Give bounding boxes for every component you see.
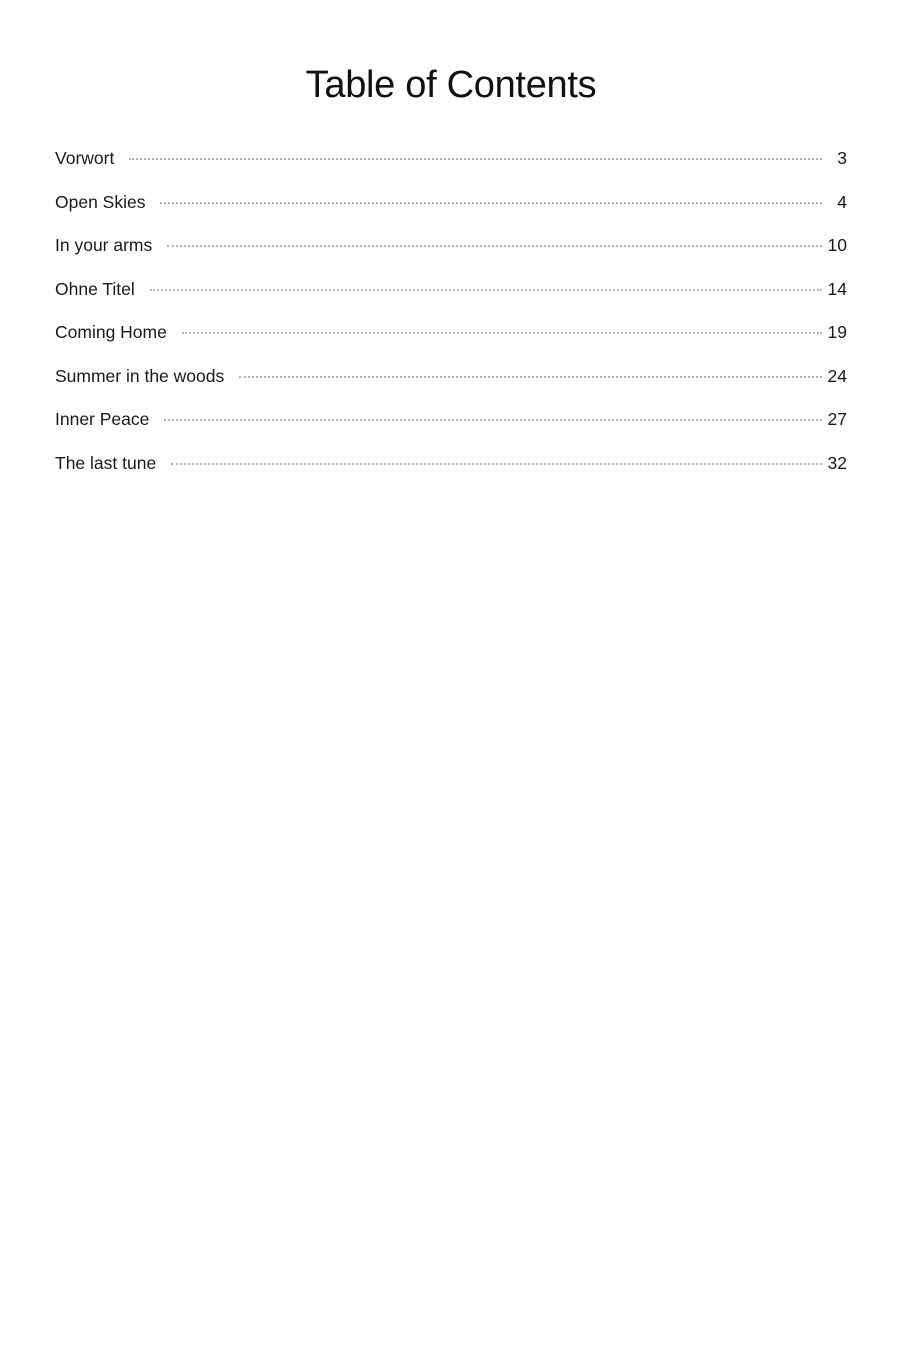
dot-leader bbox=[167, 245, 822, 247]
toc-entry-label: Vorwort bbox=[55, 148, 115, 168]
toc-entry-ohne-titel[interactable] bbox=[55, 276, 847, 320]
dot-leader bbox=[160, 202, 822, 204]
toc-page-number: 27 bbox=[827, 409, 847, 429]
toc-entry-label: Inner Peace bbox=[55, 409, 150, 429]
dot-leader bbox=[129, 158, 822, 160]
toc-page-number: 10 bbox=[827, 235, 847, 255]
toc-entry-coming-home[interactable] bbox=[55, 319, 847, 363]
toc-page-number: 3 bbox=[837, 148, 847, 168]
dot-leader bbox=[182, 332, 822, 334]
toc-entry-label: In your arms bbox=[55, 235, 153, 255]
toc-entry-label: Open Skies bbox=[55, 191, 146, 212]
toc-page-number: 19 bbox=[827, 322, 847, 342]
dot-leader bbox=[150, 289, 822, 291]
page-title: Table of Contents bbox=[305, 64, 597, 106]
toc-page-number: 32 bbox=[827, 452, 847, 473]
toc-page-number: 4 bbox=[837, 191, 847, 212]
toc-page-number: 14 bbox=[827, 278, 847, 299]
toc-entry-label: Ohne Titel bbox=[55, 278, 135, 299]
dot-leader bbox=[171, 463, 822, 465]
dot-leader bbox=[164, 419, 822, 421]
toc-entry-inner-peace[interactable] bbox=[55, 406, 847, 450]
toc-list bbox=[55, 145, 847, 493]
toc-page-number: 24 bbox=[827, 365, 847, 386]
toc-entry-label: Summer in the woods bbox=[55, 365, 225, 386]
toc-entry-vorwort[interactable] bbox=[55, 145, 847, 189]
toc-entry-label: Coming Home bbox=[55, 322, 167, 342]
toc-entry-label: The last tune bbox=[55, 452, 157, 473]
toc-entry-summer-in-the-woods[interactable] bbox=[55, 363, 847, 407]
dot-leader bbox=[239, 376, 822, 378]
toc-entry-the-last-tune[interactable] bbox=[55, 450, 847, 494]
toc-entry-in-your-arms[interactable] bbox=[55, 232, 847, 276]
toc-entry-open-skies[interactable] bbox=[55, 189, 847, 233]
